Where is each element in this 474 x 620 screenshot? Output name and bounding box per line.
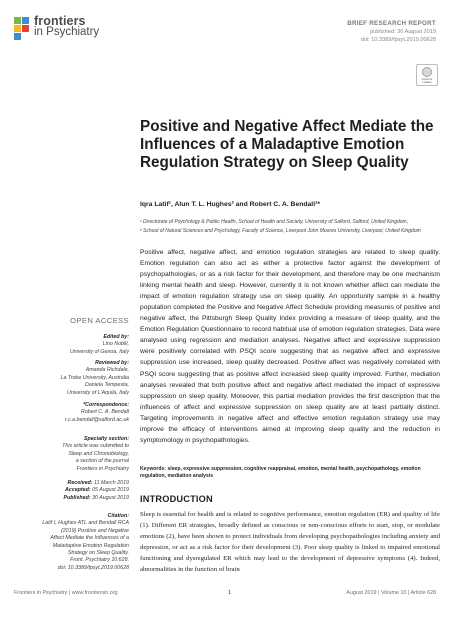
article-meta-header (347, 20, 436, 44)
specialty-line: This article was submitted to (62, 443, 129, 450)
citation-label: Citation: (107, 513, 129, 519)
citation-line: (2019) Positive and Negative (60, 527, 129, 534)
received-date: 11 March 2019 (94, 480, 129, 486)
reviewer-line: Amanda Richdale, (85, 367, 129, 374)
check-for-updates-button[interactable] (416, 64, 438, 86)
article-title: Positive and Negative Affect Mediate the Influences of a Maladaptive Emotion Regulation Strategy on Sleep Quality (140, 118, 434, 171)
edited-label: Edited by: (103, 334, 129, 340)
published-label: Published: (63, 494, 91, 501)
published-date-side: 30 August 2019 (92, 494, 129, 501)
correspondence-email[interactable]: r.c.a.bendall@salford.ac.uk (64, 416, 129, 423)
accepted-row (14, 487, 129, 494)
affiliation-1: ¹ Directorate of Psychology & Public Health, School of Health and Society, University of Salford, Salford, United Kingdom, (140, 219, 409, 225)
page-number: 1 (228, 590, 231, 596)
reviewed-label: Reviewed by: (95, 360, 129, 366)
affiliation-2: ² School of Natural Sciences and Psychology, Faculty of Science, Liverpool John Moores University, Liverpool, United Kingdom (140, 228, 421, 234)
published-row (14, 495, 129, 502)
specialty-line: Sleep and Chronobiology, (68, 450, 129, 457)
author-list: Iqra Latif¹, Alun T. L. Hughes² and Robert C. A. Bendall¹* (140, 201, 320, 208)
citation-line: Maladaptive Emotion Regulation (52, 542, 129, 549)
abstract: Positive affect, negative affect, and emotion regulation strategies are related to sleep quality. Emotion regulation can also act as either a protective factor against the development of psychopathologies, or as a risk factor for their development, and therefore may be one mechanism linking mental health and sleep. However, currently it is not known whether affect can mediate the impact of emotion regulation strategy use on sleep quality. An opportunity sample in a healthy population completed the Positive and Negative Affect Schedule providing measures of positive and negative affect, the Pittsburgh Sleep Quality Index providing a measure of sleep quality, and the Emotion Regulation Questionnaire to record habitual use of emotion regulation strategies. Data were analysed using regression and mediation analyses. Negative affect and expressive suppression were positively correlated with PSQI score suggesting that as negative affect and expressive suppression use increased, sleep quality decreased. Positive affect was negatively correlated with PSQI score suggesting that as positive affect increased sleep quality improved. Further, mediation analyses revealed that both positive affect and negative affect mediated the impact of expressive suppression on sleep quality. Moreover, this partial mediation provides the first description that the influences of affect and expressive suppression on sleep quality are at least partially distinct. Targeting improvements in negative affect and effective emotion regulation strategy use may improve the efficacy of interventions aimed at improving sleep quality and the reduction in symptomology in psychopathologies. (140, 249, 440, 444)
journal-logo[interactable] (14, 16, 99, 41)
specialty-line: Frontiers in Psychiatry (76, 465, 129, 472)
updates-icon (422, 67, 432, 77)
correspondence-name: Robert C. A. Bendall (80, 409, 129, 416)
footer-volume-info: August 2019 | Volume 10 | Article 628 (346, 590, 436, 596)
logo-journal: in Psychiatry (34, 26, 100, 38)
updates-label: Check for updates (421, 77, 433, 84)
specialty-line: a section of the journal (75, 458, 129, 465)
correspondence-block (14, 402, 129, 424)
reviewer-line: Daniela Tempesta, (85, 382, 129, 389)
introduction-text: Sleep is essential for health and is related to cognitive performance, emotion regulation (ER) and quality of life (1). Different ER strategies, broadly defined as conscious or non-conscious efforts to start, stop, or modulate emotions (2), have been shown to protect individuals from developing psychopathologies including anxiety and depression, or act as a risk factor for their development (3). Poor sleep quality is linked to impaired emotional functioning and dysregulated ER which may lead to the development of depressive symptoms (4). Indeed, abnormalities in the function of brain (140, 511, 440, 574)
reviewer-line: University of L'Aquila, Italy (67, 389, 129, 396)
published-date: published: 30 August 2019 (370, 29, 436, 35)
citation-line: Affect Mediate the Influences of a (50, 535, 129, 542)
edited-by-block (14, 334, 129, 356)
footer-journal-link[interactable]: Frontiers in Psychiatry | www.frontiersin.org (14, 590, 118, 596)
reviewer-line: La Trobe University, Australia (60, 374, 129, 381)
doi-link[interactable]: doi: 10.3389/fpsyt.2019.00628 (360, 37, 436, 43)
citation-line: Strategy on Sleep Quality. (67, 550, 129, 557)
citation-doi[interactable]: doi: 10.3389/fpsyt.2019.00628 (57, 564, 129, 571)
logo-brand: frontiers (34, 14, 86, 28)
frontiers-logo-icon (14, 17, 30, 41)
reviewed-by-block (14, 360, 129, 397)
section-heading-introduction: INTRODUCTION (140, 494, 213, 504)
specialty-label: Specialty section: (83, 436, 129, 442)
editor-line: Lino Nobili, (102, 341, 129, 348)
open-access-label: OPEN ACCESS (70, 316, 129, 325)
keywords: Keywords: sleep, expressive suppression, cognitive reappraisal, emotion, mental health, psychopathology, emotion regulation, mediation analysis (140, 466, 421, 479)
citation-block (14, 513, 129, 572)
editor-line: University of Genoa, Italy (69, 348, 129, 355)
accepted-label: Accepted: (64, 487, 91, 494)
received-label: Received: (67, 480, 93, 486)
received-row (14, 480, 129, 487)
dates-block (14, 480, 129, 502)
article-type: BRIEF RESEARCH REPORT (347, 20, 436, 27)
citation-line: Latif I, Hughes ATL and Bendall RCA (42, 520, 129, 527)
specialty-section-block (14, 436, 129, 473)
correspondence-label: *Correspondence: (83, 402, 129, 408)
citation-line: Front. Psychiatry 10:628. (70, 557, 129, 564)
accepted-date: 05 August 2019 (92, 487, 129, 494)
